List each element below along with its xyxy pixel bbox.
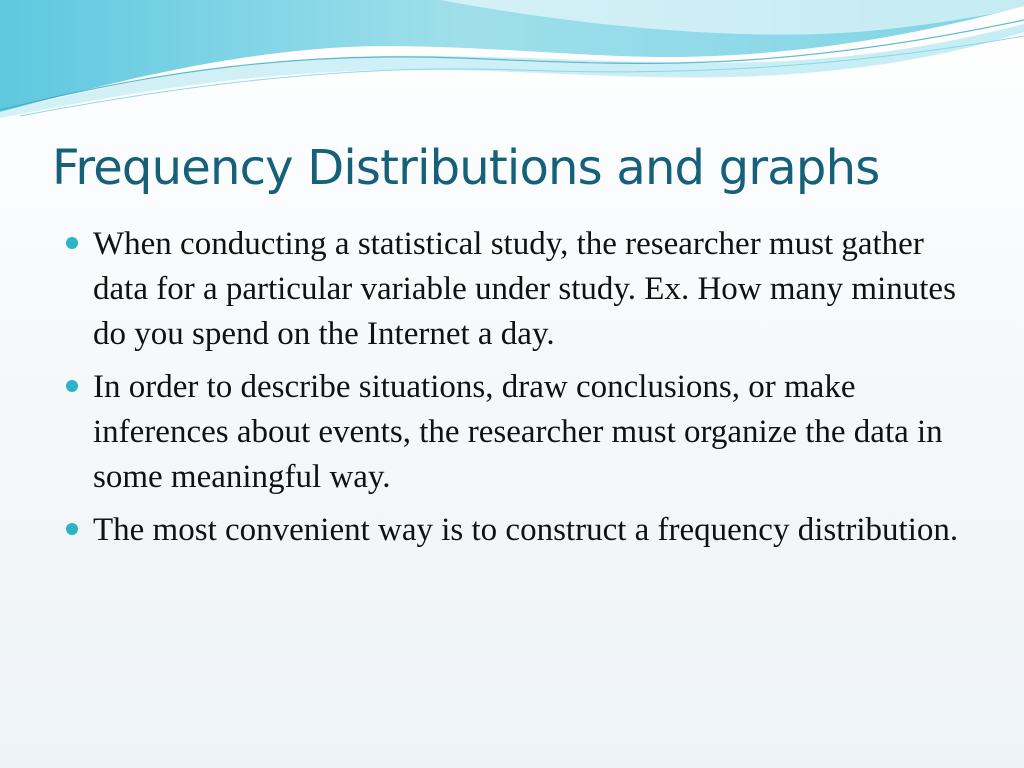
bullet-dot-icon	[66, 237, 78, 249]
bullet-dot-icon	[66, 523, 78, 535]
bullet-text: The most convenient way is to construct a frequency distribution.	[93, 512, 959, 548]
bullet-text: When conducting a statistical study, the researcher must gather data for a particular variable under study. Ex. How many minutes do you spend on the Internet a day.	[93, 226, 956, 352]
slide-title: Frequency Distributions and graphs	[52, 140, 880, 196]
bullet-item	[60, 365, 970, 500]
wave-header-decoration	[0, 0, 1024, 120]
bullet-item	[60, 508, 970, 553]
bullet-text: In order to describe situations, draw conclusions, or make inferences about events, the researcher must organize the data in some meaningful way.	[93, 369, 943, 495]
bullet-dot-icon	[66, 380, 78, 392]
bullet-list	[60, 222, 970, 561]
bullet-item	[60, 222, 970, 357]
